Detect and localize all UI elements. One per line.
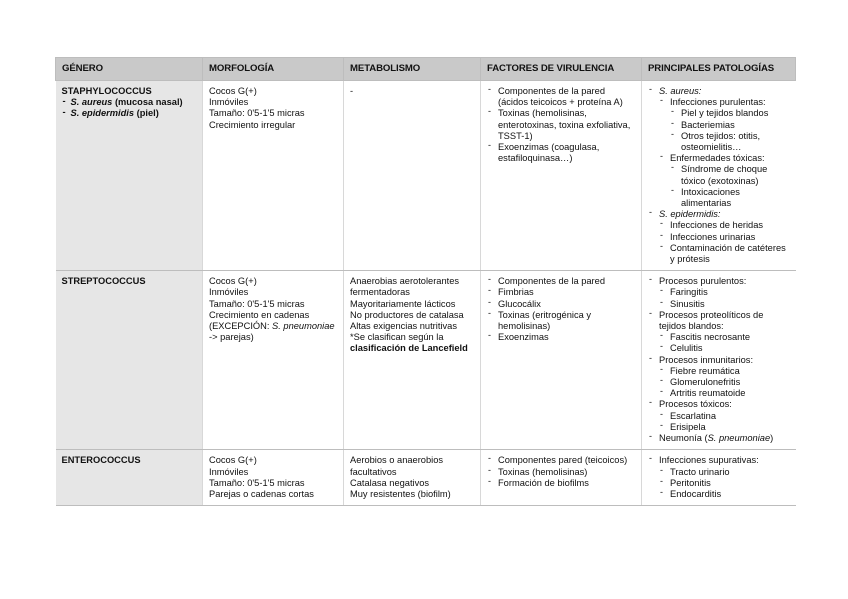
list-item <box>659 232 790 243</box>
virulence-list <box>487 276 635 343</box>
bullet-list <box>659 332 790 354</box>
list-item <box>487 467 635 478</box>
item-text: Fimbrias <box>498 287 534 298</box>
genus-cell <box>56 271 203 450</box>
bullet-list <box>659 97 790 209</box>
list-item <box>670 131 790 153</box>
bullet-list <box>659 411 790 433</box>
metabolism-line: Anaerobias aerotolerantes fermentadoras <box>350 276 460 298</box>
bullet-list <box>648 276 790 444</box>
item-text: Componentes de la pared <box>498 276 605 287</box>
species-name: S. aureus <box>70 97 113 108</box>
bullet-list <box>659 287 790 309</box>
metabolism-line: - <box>350 86 354 96</box>
bullet-list <box>659 220 790 265</box>
item-text: Procesos purulentos: <box>659 276 747 287</box>
morphology-line: Inmóviles <box>209 97 249 108</box>
header-genero: GÉNERO <box>56 58 203 81</box>
list-item <box>648 209 790 265</box>
list-item <box>659 97 790 153</box>
list-item <box>659 489 790 500</box>
list-item <box>659 411 790 422</box>
species-note: (mucosa nasal) <box>112 97 183 108</box>
item-text: Toxinas (hemolisinas) <box>498 466 588 477</box>
morphology-cell <box>203 450 344 506</box>
morphology-exception <box>209 321 337 343</box>
pathologies-cell <box>642 81 796 271</box>
bullet-list <box>648 86 790 265</box>
bacteria-table <box>55 57 796 506</box>
morphology-line: Inmóviles <box>209 466 249 477</box>
list-item <box>648 310 790 355</box>
metabolism-line: Mayoritariamente lácticos <box>350 298 456 309</box>
list-item <box>487 478 635 489</box>
list-item <box>659 287 790 298</box>
metabolism-line: Muy resistentes (biofilm) <box>350 488 451 499</box>
item-text: Glomerulonefritis <box>670 377 741 388</box>
list-item <box>648 455 790 500</box>
item-text: Intoxicaciones alimentarias <box>681 186 740 209</box>
exception-suffix: -> parejas) <box>209 332 254 343</box>
morphology-line: Crecimiento irregular <box>209 119 296 130</box>
metabolism-cell <box>344 271 481 450</box>
morphology-line: Parejas o cadenas cortas <box>209 488 314 499</box>
species-name: S. epidermidis <box>70 108 135 119</box>
item-text: Fiebre reumática <box>670 365 740 376</box>
item-text: Infecciones supurativas: <box>659 455 759 466</box>
morphology-line: Crecimiento en cadenas <box>209 309 310 320</box>
list-item <box>487 86 635 108</box>
list-item <box>659 388 790 399</box>
list-item <box>659 366 790 377</box>
pathologies-cell <box>642 450 796 506</box>
list-item <box>648 86 790 209</box>
species-name: S. pneumoniae <box>272 321 335 332</box>
bullet-list <box>659 366 790 400</box>
list-item <box>487 332 635 343</box>
morphology-line: Inmóviles <box>209 287 249 298</box>
item-text: Escarlatina <box>670 410 716 421</box>
list-item <box>487 310 635 332</box>
table-header-row <box>56 58 796 81</box>
genus-name: STREPTOCOCCUS <box>61 276 146 287</box>
pathologies-cell <box>642 271 796 450</box>
genus-cell <box>56 81 203 271</box>
item-text: Toxinas (eritrogénica y hemolisinas) <box>498 309 592 332</box>
item-text: S. epidermidis: <box>659 209 721 220</box>
list-item <box>648 276 790 310</box>
metabolism-line: Altas exigencias nutritivas <box>350 321 457 332</box>
list-item <box>659 478 790 489</box>
table-row <box>56 271 796 450</box>
list-item <box>648 355 790 400</box>
table-row <box>56 81 796 271</box>
item-text: Artritis reumatoide <box>670 388 746 399</box>
list-item <box>659 153 790 209</box>
genus-name: STAPHYLOCOCCUS <box>61 86 152 96</box>
morphology-cell <box>203 271 344 450</box>
item-text: Infecciones purulentas: <box>670 97 766 108</box>
morphology-line: Cocos G(+) <box>209 86 257 96</box>
item-text: Endocarditis <box>670 488 722 499</box>
item-text: Tracto urinario <box>670 466 730 477</box>
item-text: Infecciones de heridas <box>670 220 764 231</box>
virulence-cell <box>481 81 642 271</box>
morphology-cell <box>203 81 344 271</box>
virulence-cell <box>481 271 642 450</box>
subtype-item <box>62 108 197 119</box>
item-text: Procesos proteolíticos de tejidos blandos: <box>659 309 764 332</box>
item-text: Bacteriemias <box>681 119 735 130</box>
list-item <box>648 399 790 433</box>
virulence-list <box>487 86 635 164</box>
metabolism-line: Catalasa negativos <box>350 477 430 488</box>
header-metabolismo: METABOLISMO <box>344 58 481 81</box>
item-text: Infecciones urinarias <box>670 231 756 242</box>
morphology-line: Tamaño: 0'5-1'5 micras <box>209 108 305 119</box>
species-name: S. pneumoniae <box>707 433 771 444</box>
item-text: Exoenzimas <box>498 332 549 343</box>
item-text: Procesos inmunitarios: <box>659 354 754 365</box>
item-text: Erisipela <box>670 421 706 432</box>
item-text: Neumonía ( <box>659 433 708 444</box>
species-note: (piel) <box>134 108 159 119</box>
list-item <box>659 343 790 354</box>
list-item <box>659 422 790 433</box>
item-text: Faringitis <box>670 287 708 298</box>
item-text: Peritonitis <box>670 477 711 488</box>
metabolism-cell <box>344 81 481 271</box>
item-text: Exoenzimas (coagulasa, estafiloquinasa…) <box>498 142 600 164</box>
list-item <box>659 332 790 343</box>
list-item <box>659 299 790 310</box>
morphology-line: Tamaño: 0'5-1'5 micras <box>209 298 305 309</box>
item-text: Otros tejidos: otitis, osteomielitis… <box>681 130 761 153</box>
item-text: Componentes de la pared (ácidos teicoicos + proteína A) <box>498 86 623 108</box>
morphology-line: Cocos G(+) <box>209 276 257 287</box>
list-item <box>487 299 635 310</box>
bullet-list <box>670 108 790 153</box>
header-principales-patologias: PRINCIPALES PATOLOGÍAS <box>642 58 796 81</box>
list-item <box>670 164 790 186</box>
metabolism-line: No productores de catalasa <box>350 309 464 320</box>
metabolism-cell <box>344 450 481 506</box>
list-item <box>487 455 635 466</box>
item-text: Celulitis <box>670 343 703 354</box>
virulence-list <box>487 455 635 489</box>
virulence-cell <box>481 450 642 506</box>
item-text: Enfermedades tóxicas: <box>670 153 765 164</box>
header-morfologia: MORFOLOGÍA <box>203 58 344 81</box>
morphology-line: Cocos G(+) <box>209 455 257 466</box>
genus-name: ENTEROCOCCUS <box>61 455 141 466</box>
list-item <box>487 142 635 164</box>
item-text: Procesos tóxicos: <box>659 399 732 410</box>
list-item <box>659 377 790 388</box>
morphology-line: Tamaño: 0'5-1'5 micras <box>209 477 305 488</box>
metabolism-line: Aerobios o anaerobios facultativos <box>350 455 444 477</box>
metabolism-line: *Se clasifican según la <box>350 332 444 343</box>
table-row <box>56 450 796 506</box>
list-item <box>670 108 790 119</box>
item-text: Piel y tejidos blandos <box>681 108 769 119</box>
item-text: Formación de biofilms <box>498 477 589 488</box>
bullet-list <box>659 467 790 501</box>
list-item <box>659 243 790 265</box>
item-text: Toxinas (hemolisinas, enterotoxinas, toxina exfoliativa, TSST-1) <box>498 108 631 141</box>
list-item <box>487 276 635 287</box>
list-item <box>670 187 790 209</box>
item-text: Fascitis necrosante <box>670 332 751 343</box>
subtype-item <box>62 97 197 108</box>
table-body <box>56 81 796 506</box>
exception-prefix: (EXCEPCIÓN: <box>209 321 273 332</box>
metabolism-bold-line: clasificación de Lancefield <box>350 343 468 354</box>
item-text: Sinusitis <box>670 298 705 309</box>
item-text: Glucocálix <box>498 298 541 309</box>
header-factores-virulencia: FACTORES DE VIRULENCIA <box>481 58 642 81</box>
item-text: Componentes pared (teicoicos) <box>498 455 628 466</box>
item-text-after: ) <box>770 433 774 444</box>
bullet-list <box>670 164 790 209</box>
item-text: Contaminación de catéteres y prótesis <box>670 242 786 265</box>
bullet-list <box>648 455 790 500</box>
list-item <box>487 287 635 298</box>
list-item <box>487 108 635 142</box>
item-text: Síndrome de choque tóxico (exotoxinas) <box>681 164 768 186</box>
genus-cell <box>56 450 203 506</box>
list-item <box>659 467 790 478</box>
list-item <box>670 120 790 131</box>
subtype-list <box>62 97 197 119</box>
list-item <box>648 433 790 444</box>
list-item <box>659 220 790 231</box>
item-text: S. aureus: <box>659 86 702 96</box>
